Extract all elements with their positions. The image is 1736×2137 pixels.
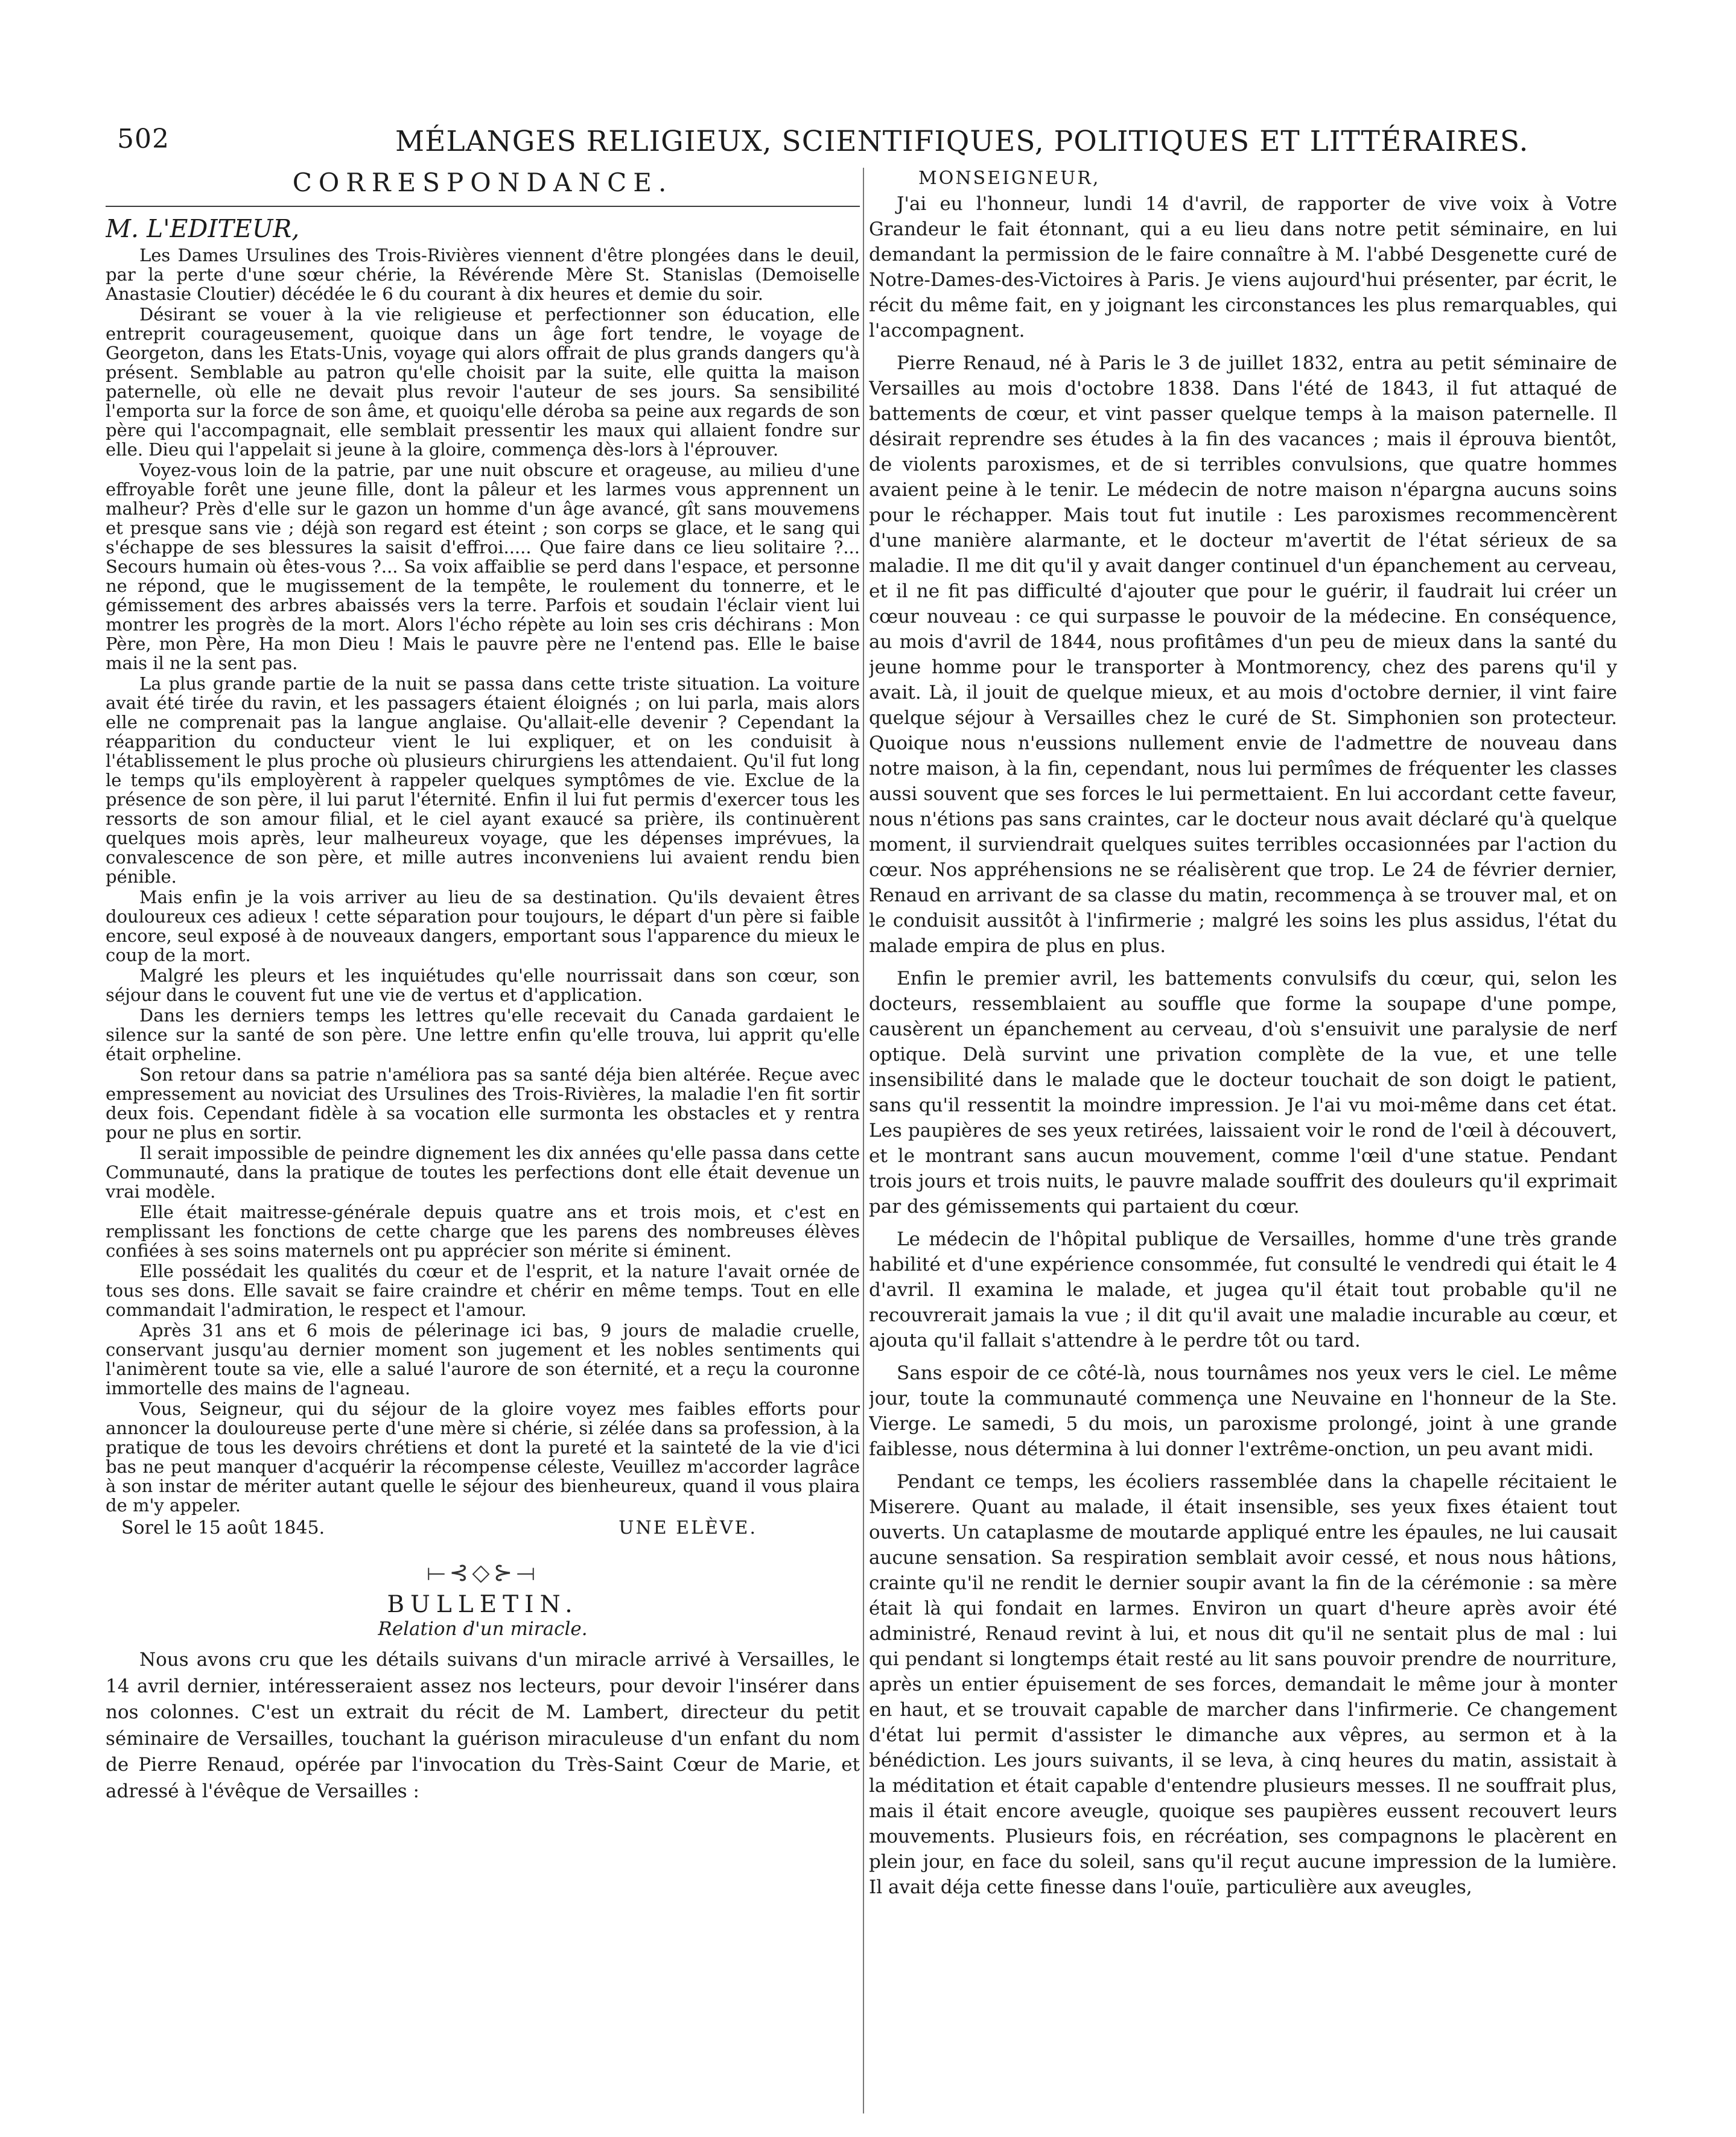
letter-paragraph: Il serait impossible de peindre dignement les dix années qu'elle passa dans cette Communauté, dans la pratique de toutes les perfections dont elle était devenue un vrai modèle.: [106, 1143, 860, 1202]
letter-paragraph: La plus grande partie de la nuit se passa dans cette triste situation. La voiture avait été tirée du ravin, et les passagers étaient éloignés ; on lui parla, mais alors elle ne comprenait pas la langue anglaise. Qu'allait-elle devenir ? Cependant la réapparition du conducteur vient le lui expliquer, et on les conduisit à l'établissement le plus proche où plusieurs chirurgiens les attendaient. Qu'il fut long le temps qu'ils employèrent à rappeler quelques symptômes de vie. Exclue de la présence de son père, il lui parut l'éternité. Enfin il lui fut permis d'exercer tous les ressorts de son amour filial, et le ciel ayant exaucé sa prière, ils continuèrent quelques mois après, leur malheureux voyage, que les dépenses imprévues, la convalescence de son père, et mille autres inconveniens lui avaient rendu bien pénible.: [106, 673, 860, 887]
bulletin-subtitle: Relation d'un miracle.: [378, 1618, 588, 1640]
miracle-report-paragraph: J'ai eu l'honneur, lundi 14 d'avril, de rapporter de vive voix à Votre Grandeur le fait étonnant, qui a eu lieu dans notre petit séminaire, en lui demandant la permission de le faire connaître à M. l'abbé Desgenette curé de Notre-Dames-des-Victoires à Paris. Je viens aujourd'hui présenter, par écrit, le récit du même fait, en y joignant les circonstances les plus remarquables, qui l'accompagnent.: [869, 193, 1617, 341]
signature-date: Sorel le 15 août 1845.: [121, 1517, 325, 1538]
signature-name: UNE ELÈVE.: [618, 1517, 757, 1538]
correspondence-heading: CORRESPONDANCE.: [106, 168, 860, 207]
miracle-report-paragraph: Sans espoir de ce côté-là, nous tournâmes nos yeux vers le ciel. Le même jour, toute la communauté commença une Neuvaine en l'honneur de la Ste. Vierge. Le samedi, 5 du mois, un paroxisme prolongé, joint à une grande faiblesse, nous détermina à lui donner l'extrême-onction, un peu avant midi.: [869, 1362, 1617, 1460]
letter-paragraph: Désirant se vouer à la vie religieuse et perfectionner son éducation, elle entreprit courageusement, quoique dans un âge fort tendre, le voyage de Georgeton, dans les Etats-Unis, voyage qui alors offrait de plus grands dangers qu'à présent. Semblable au patron qu'elle choisit par la suite, elle quitta la maison paternelle, où elle ne devait plus revoir l'auteur de ses jours. Sa sensibilité l'emporta sur la force de son âme, et quoiqu'elle déroba sa peine aux regards de son père qui l'accompagnait, elle semblait pressentir les maux qui allaient fondre sur elle. Dieu qui l'appelait si jeune à la gloire, commença dès-lors à l'éprouver.: [106, 304, 860, 460]
letter-paragraph: Voyez-vous loin de la patrie, par une nuit obscure et orageuse, au milieu d'une effroyable forêt une jeune fille, dont la pâleur et les larmes vous apprennent un malheur? Près d'elle sur le gazon un homme d'un âge avancé, gît sans mouvemens et presque sans vie ; déjà son regard est éteint ; son corps se glace, et le sang qui s'échappe de ses blessures la saisit d'effroi..... Que faire dans ce lieu solitaire ?... Secours humain où êtes-vous ?... Sa voix affaiblie se perd dans l'espace, et personne ne répond, que le mugissement de la tempête, le roulement du tonnerre, et le gémissement des arbres abaissés vers la terre. Parfois et soudain l'éclair vient lui montrer les progrès de la mort. Alors l'écho répète au loin ses cris déchirans : Mon Père, mon Père, Ha mon Dieu ! Mais le pauvre père ne l'entend pas. Elle le baise mais il ne la sent pas.: [106, 460, 860, 673]
signature-line: [106, 1517, 860, 1538]
miracle-report-paragraph: Enfin le premier avril, les battements convulsifs du cœur, qui, selon les docteurs, ressemblaient au souffle que forme la soupape d'une pompe, causèrent un épanchement au cerveau, d'où s'ensuivit une paralysie de nerf optique. Delà survint une privation complète de la vue, et une telle insensibilité dans le malade que le docteur touchait de son doigt le patient, sans qu'il ressentit la moindre impression. Je l'ai vu moi-même dans cet état. Les paupières de ses yeux retirées, laissaient voir le rond de l'œil à découvert, et le montrant sans aucun mouvement, comme l'œil d'une statue. Pendant trois jours et trois nuits, le pauvre malade souffrit des douleurs qu'il exprimait par des gémissements qui partaient du cœur.: [869, 968, 1617, 1218]
miracle-report-paragraph: Pierre Renaud, né à Paris le 3 de juillet 1832, entra au petit séminaire de Versailles au mois d'octobre 1838. Dans l'été de 1843, il fut attaqué de battements de cœur, et vint passer quelque temps à la maison paternelle. Il désirait reprendre ses études à la fin des vacances ; mais il éprouva bientôt, de violents paroxismes, et de si terribles convulsions, que quatre hommes avaient peine à le tenir. Le médecin de notre maison n'épargna aucuns soins pour le réchapper. Mais tout fut inutile : Les paroxismes recommencèrent d'une manière alarmante, et le docteur m'avertit de l'état sérieux de sa maladie. Il me dit qu'il y avait danger continuel d'un épanchement au cerveau, et il ne fit pas difficulté d'ajouter que pour le guérir, il faudrait lui créer un cœur nouveau : ce qui surpasse le pouvoir de la médecine. En conséquence, au mois d'avril de 1844, nous profitâmes d'un peu de mieux dans la santé du jeune homme pour le transporter à Montmorency, chez des parens qu'il y avait. Là, il jouit de quelque mieux, et au mois d'octobre dernier, il vint faire quelque séjour à Versailles chez le curé de St. Simphonien son protecteur. Quoique nous n'eussions nullement envie de l'admettre de nouveau dans notre maison, à la fin, cependant, nous lui permîmes de fréquenter les classes aussi souvent que ses forces le lui permettaient. En lui accordant cette faveur, nous n'étions pas sans craintes, car le docteur nous avait déclaré qu'à quelque moment, il surviendrait quelques suites terribles occasionnées par l'action du cœur. Nos appréhensions ne se réalisèrent que trop. Le 24 de février dernier, Renaud en arrivant de sa classe du matin, recommença à se trouver mal, et on le conduisit aussitôt à l'infirmerie ; malgré les soins les plus assidus, l'état du malade empira de plus en plus.: [869, 352, 1617, 957]
editor-salutation: M. L'EDITEUR,: [106, 214, 300, 243]
letter-paragraph: Malgré les pleurs et les inquiétudes qu'elle nourrissait dans son cœur, son séjour dans le couvent fut une vie de vertus et d'application.: [106, 965, 860, 1005]
monseigneur-greeting: MONSEIGNEUR,: [918, 168, 1101, 189]
letter-paragraph: Elle était maitresse-générale depuis quatre ans et trois mois, et c'est en remplissant les fonctions de cette charge que les parens des nombreuses élèves confiées à ses soins maternels ont pu apprécier son mérite si éminent.: [106, 1202, 860, 1261]
letter-paragraph: Après 31 ans et 6 mois de pélerinage ici bas, 9 jours de maladie cruelle, conservant jusqu'au dernier moment son jugement et les nobles sentiments qui l'animèrent toute sa vie, elle a salué l'aurore de son éternité, et a reçu la couronne immortelle des mains de l'agneau.: [106, 1320, 860, 1399]
miracle-report-paragraph: Pendant ce temps, les écoliers rassemblée dans la chapelle récitaient le Miserere. Quant au malade, il était insensible, ses yeux fixes étaient tout ouverts. Un cataplasme de moutarde appliqué entre les épaules, ne lui causait aucune sensation. Sa respiration semblait avoir cessé, et nous nous hâtions, crainte qu'il ne rendit le dernier soupir avant la fin de la cérémonie : sa mère était là qui fondait en larmes. Environ un quart d'heure après avoir été administré, Renaud revint à lui, et nous dit qu'il ne sentait plus de mal : lui qui pendant si longtemps était resté au lit sans pouvoir prendre de nourriture, après un entier épuisement de ses forces, demandait le même jour à monter en haut, et se trouvait capable de marcher dans l'infirmerie. Ce changement d'état lui permit d'assister le dimanche aux vêpres, au sermon et à la bénédiction. Les jours suivants, il se leva, à cinq heures du matin, assistait à la méditation et était capable d'entendre plusieurs messes. Il ne souffrait plus, mais il était encore aveugle, quoique ses paupières eussent recouvert leurs mouvements. Plusieurs fois, en récréation, ses compagnons le placèrent en plein jour, en face du soleil, sans qu'il reçut aucune impression de la lumière. Il avait déja cette finesse dans l'ouïe, particulière aux aveugles,: [869, 1471, 1617, 1898]
page-number: 502: [117, 124, 170, 154]
letter-paragraph: Elle possédait les qualités du cœur et de l'esprit, et la nature l'avait ornée de tous ses dons. Elle savait se faire craindre et chérir en même temps. Tout en elle commandait l'admiration, le respect et l'amour.: [106, 1261, 860, 1320]
decorative-ornament: ⟝⊰◇⊱⟞: [427, 1559, 539, 1586]
bulletin-heading: BULLETIN.: [387, 1591, 579, 1618]
running-head: MÉLANGES RELIGIEUX, SCIENTIFIQUES, POLITIQUES ET LITTÉRAIRES.: [395, 125, 1529, 158]
bulletin-intro-paragraph: Nous avons cru que les détails suivans d'un miracle arrivé à Versailles, le 14 avril dernier, intéresseraient assez nos lecteurs, pour devoir l'insérer dans nos colonnes. C'est un extrait du récit de M. Lambert, directeur du petit séminaire de Versailles, touchant la guérison miraculeuse d'un enfant du nom de Pierre Renaud, opérée par l'invocation du Très-Saint Cœur de Marie, et adressé à l'évêque de Versailles :: [106, 1649, 860, 1802]
right-column: [869, 168, 1617, 2107]
column-divider: [863, 168, 864, 2113]
left-column: [106, 168, 860, 2107]
letter-paragraph: Les Dames Ursulines des Trois-Rivières viennent d'être plongées dans le deuil, par la perte d'une sœur chérie, la Révérende Mère St. Stanislas (Demoiselle Anastasie Cloutier) décédée le 6 du courant à dix heures et demie du soir.: [106, 245, 860, 304]
letter-paragraph: Mais enfin je la vois arriver au lieu de sa destination. Qu'ils devaient êtres douloureux ces adieux ! cette séparation pour toujours, le départ d'un père si faible encore, seul exposé à de nouveaux dangers, emportant sous l'apparence du mieux le coup de la mort.: [106, 887, 860, 965]
letter-paragraph: Son retour dans sa patrie n'améliora pas sa santé déja bien altérée. Reçue avec empressement au noviciat des Ursulines des Trois-Rivières, la maladie l'en fit sortir deux fois. Cependant fidèle à sa vocation elle surmonta les obstacles et y rentra pour ne plus en sortir.: [106, 1064, 860, 1143]
miracle-report-paragraph: Le médecin de l'hôpital publique de Versailles, homme d'une très grande habilité et d'une expérience consommée, fut consulté le vendredi qui était le 4 d'avril. Il examina le malade, et jugea qu'il était tout probable qu'il ne recouvrerait jamais la vue ; il dit qu'il avait une maladie incurable au cœur, et ajouta qu'il fallait s'attendre à le perdre tôt ou tard.: [869, 1228, 1617, 1351]
letter-paragraph: Vous, Seigneur, qui du séjour de la gloire voyez mes faibles efforts pour annoncer la douloureuse perte d'une mère si chérie, si zélée dans sa profession, à la pratique de tous les devoirs chrétiens et dont la pureté et la sainteté de la vie d'ici bas ne peut manquer d'acquérir la récompense céleste, Veuillez m'accorder lagrâce à son instar de mériter autant quelle le séjour des bienheureux, quand il vous plaira de m'y appeler.: [106, 1399, 860, 1516]
page-header: [72, 100, 1664, 166]
letter-paragraph: Dans les derniers temps les lettres qu'elle recevait du Canada gardaient le silence sur la santé de son père. Une lettre enfin qu'elle trouva, lui apprit qu'elle était orpheline.: [106, 1005, 860, 1064]
